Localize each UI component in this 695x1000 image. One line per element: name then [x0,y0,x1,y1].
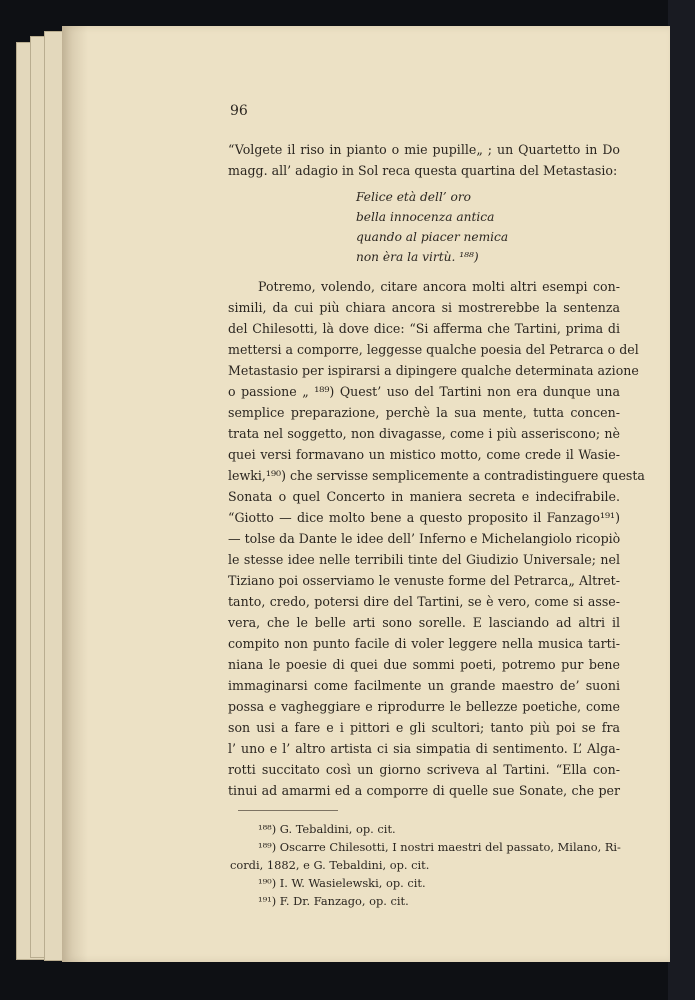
body-line: “Volgete il riso in pianto o mie pupille„ ; un Quartetto in Do [228,142,620,157]
body-line: possa e vagheggiare e riprodurre le bellezze poetiche, come [228,699,620,714]
footnote-rule [238,810,338,811]
body-line: tinui ad amarmi ed a comporre di quelle sue Sonate, che per [228,783,620,798]
footnote: ¹⁹¹) F. Dr. Fanzago, op. cit. [258,894,409,908]
body-line: tanto, credo, potersi dire del Tartini, se è vero, come si asse- [228,594,620,609]
body-line: magg. all’ adagio in Sol reca questa quartina del Metastasio: [228,163,618,178]
body-line: Tiziano poi osserviamo le venuste forme del Petrarca„ Altret- [228,573,620,588]
body-line: le stesse idee nelle terribili tinte del Giudizio Universale; nel [228,552,620,567]
footnote: ¹⁸⁸) G. Tebaldini, op. cit. [258,822,396,836]
footnote: ¹⁸⁹) Oscarre Chilesotti, I nostri maestri del passato, Milano, Ri- [258,840,621,854]
body-line: o passione „ ¹⁸⁹) Quest’ uso del Tartini non era dunque una [228,384,620,399]
body-line: trata nel soggetto, non divagasse, come i più asseriscono; nè [228,426,620,441]
page-number: 96 [230,103,248,119]
body-line: immaginarsi come facilmente un grande maestro de’ suoni [228,678,620,693]
body-line: Sonata o quel Concerto in maniera secreta e indecifrabile. [228,489,620,504]
body-line: l’ uno e l’ altro artista ci sia simpatia di sentimento. L’ Alga- [228,741,620,756]
verse-line: non èra la virtù. ¹⁸⁸) [356,250,479,264]
body-line: lewki,¹⁹⁰) che servisse semplicemente a contradistinguere questa [228,468,645,483]
footnote: ¹⁹⁰) I. W. Wasielewski, op. cit. [258,876,426,890]
body-line: rotti succitato così un giorno scriveva al Tartini. “Ella con- [228,762,620,777]
body-line: mettersi a comporre, leggesse qualche poesia del Petrarca o del [228,342,639,357]
verse-line: Felice età dell’ oro [356,190,472,204]
body-line: Potremo, volendo, citare ancora molti altri esempi con- [258,279,620,294]
body-line: quei versi formavano un mistico motto, come crede il Wasie- [228,447,620,462]
body-line: compito non punto facile di voler leggere nella musica tarti- [228,636,620,651]
body-line: “Giotto — dice molto bene a questo proposito il Fanzago¹⁹¹) [228,510,620,525]
body-line: niana le poesie di quei due sommi poeti, potremo pur bene [228,657,620,672]
verse-line: bella innocenza antica [356,210,495,224]
body-line: simili, da cui più chiara ancora si mostrerebbe la sentenza [228,300,620,315]
body-line: son usi a fare e i pittori e gli scultori; tanto più poi se fra [228,720,620,735]
verse-line: quando al piacer nemica [356,230,509,244]
body-line: semplice preparazione, perchè la sua mente, tutta concen- [228,405,620,420]
page-gutter-shadow [62,26,88,962]
footnote: cordi, 1882, e G. Tebaldini, op. cit. [230,858,430,872]
background-right [668,0,695,1000]
body-line: del Chilesotti, là dove dice: “Si afferma che Tartini, prima di [228,321,620,336]
body-line: — tolse da Dante le idee dell’ Inferno e Michelangiolo ricopiò [228,531,621,546]
body-line: Metastasio per ispirarsi a dipingere qualche determinata azione [228,363,639,378]
body-line: vera, che le belle arti sono sorelle. E lasciando ad altri il [228,615,620,630]
